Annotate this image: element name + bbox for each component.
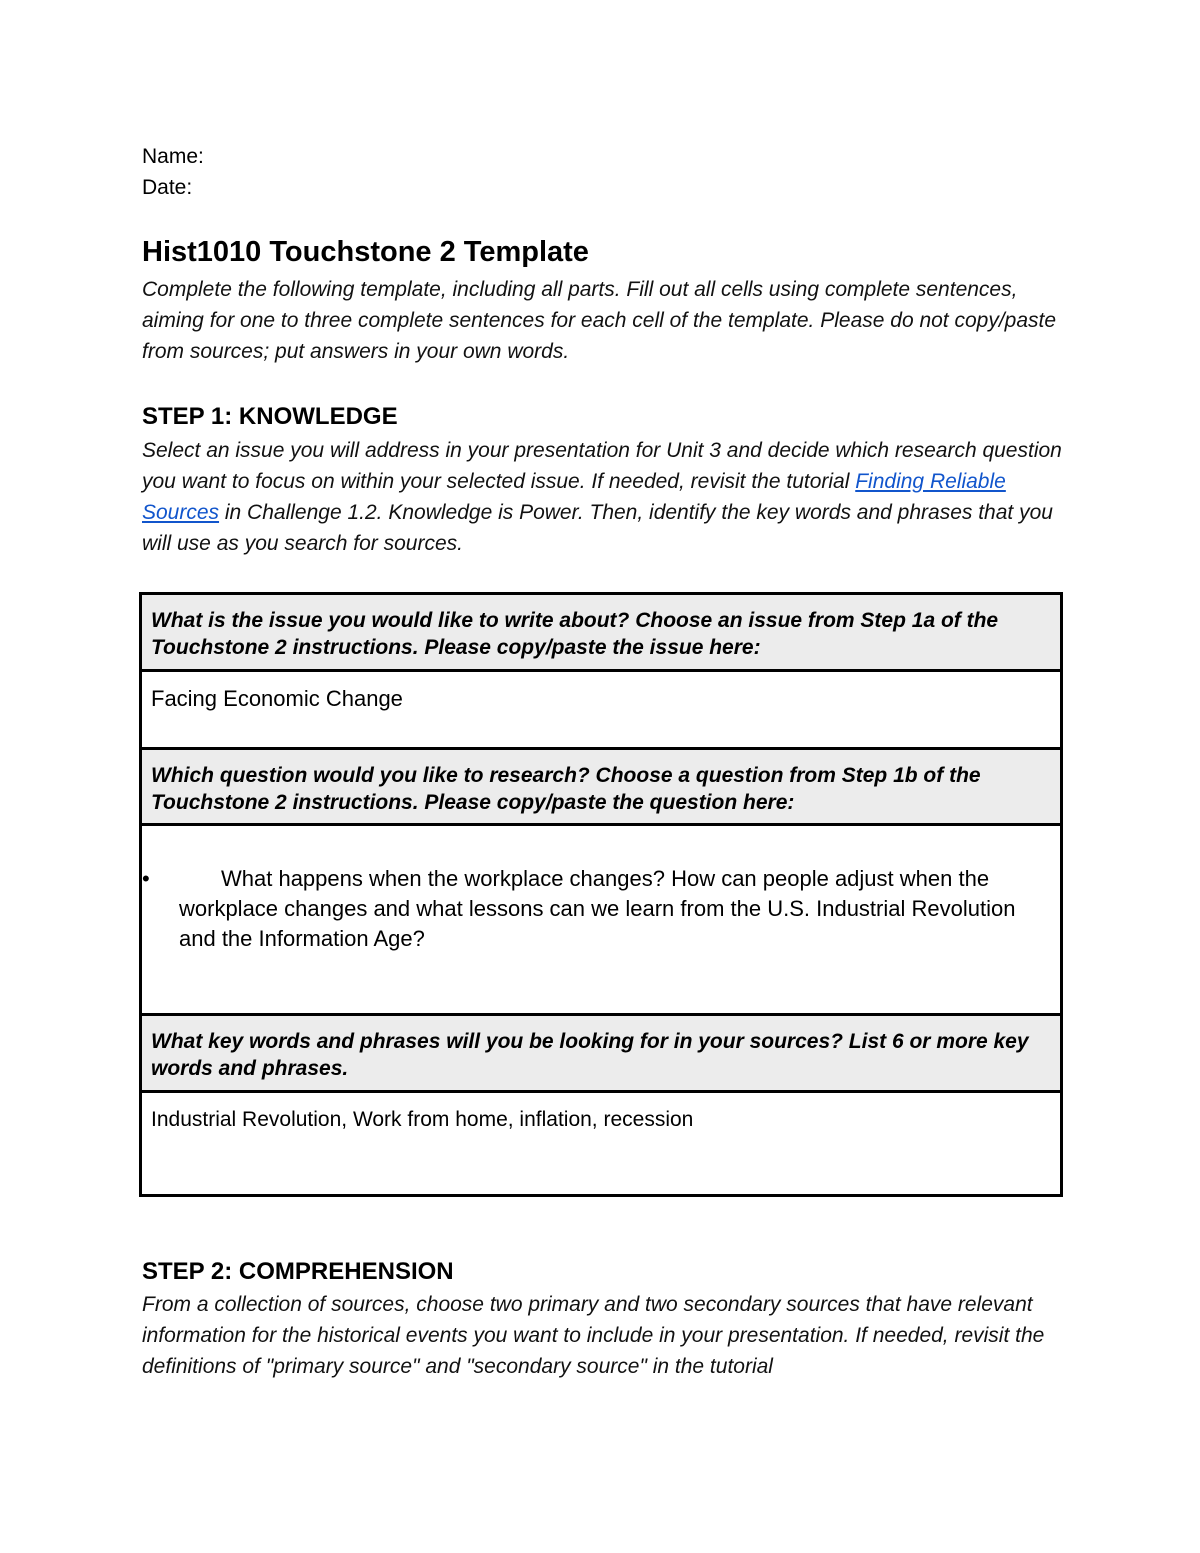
date-label: Date: bbox=[142, 176, 193, 199]
keywords-question-cell: What key words and phrases will you be looking for in your sources? List 6 or more key words and phrases. bbox=[142, 1016, 1060, 1093]
finding-reliable-sources-link[interactable]: Finding Reliable Sources bbox=[142, 470, 1006, 524]
step2-heading: STEP 2: COMPREHENSION bbox=[142, 1258, 454, 1285]
step1-text-before-link: Select an issue you will address in your presentation for Unit 3 and decide which research question you want to focus on within your selected issue. If needed, revisit the tutorial bbox=[142, 439, 1062, 493]
keywords-answer-cell[interactable]: Industrial Revolution, Work from home, inflation, recession bbox=[151, 1108, 694, 1131]
step2-instructions: From a collection of sources, choose two primary and two secondary sources that have relevant information for the historical events you want to include in your presentation. If needed, revisit the definitions of "primary source" and "secondary source" in the tutorial bbox=[142, 1293, 1045, 1378]
issue-answer-cell[interactable]: Facing Economic Change bbox=[142, 672, 1060, 750]
document-page bbox=[142, 141, 1062, 1378]
document-title: Hist1010 Touchstone 2 Template bbox=[142, 236, 589, 268]
bulleted-answer bbox=[142, 864, 1050, 954]
step1-instructions bbox=[142, 435, 1062, 559]
step1-table bbox=[139, 592, 1063, 1197]
step1-text-after-link: in Challenge 1.2. Knowledge is Power. Then, identify the key words and phrases that you will use as you search for sources. bbox=[142, 501, 1053, 555]
bullet-icon: • bbox=[142, 866, 150, 891]
name-label: Name: bbox=[142, 145, 204, 168]
research-answer-text: What happens when the workplace changes? How can people adjust when the workplace changes and what lessons can we learn from the U.S. Industrial Revolution and the Information Age? bbox=[179, 866, 1016, 951]
research-answer-cell[interactable] bbox=[142, 826, 1060, 1016]
research-question-cell: Which question would you like to research? Choose a question from Step 1b of the Touchstone 2 instructions. Please copy/paste the question here: bbox=[142, 750, 1060, 826]
step1-heading: STEP 1: KNOWLEDGE bbox=[142, 403, 398, 430]
template-instructions: Complete the following template, including all parts. Fill out all cells using complete sentences, aiming for one to three complete sentences for each cell of the template. Please do not copy/paste from sources; put answers in your own words. bbox=[142, 278, 1057, 363]
issue-question-cell: What is the issue you would like to write about? Choose an issue from Step 1a of the Touchstone 2 instructions. Please copy/paste the issue here: bbox=[142, 595, 1060, 672]
